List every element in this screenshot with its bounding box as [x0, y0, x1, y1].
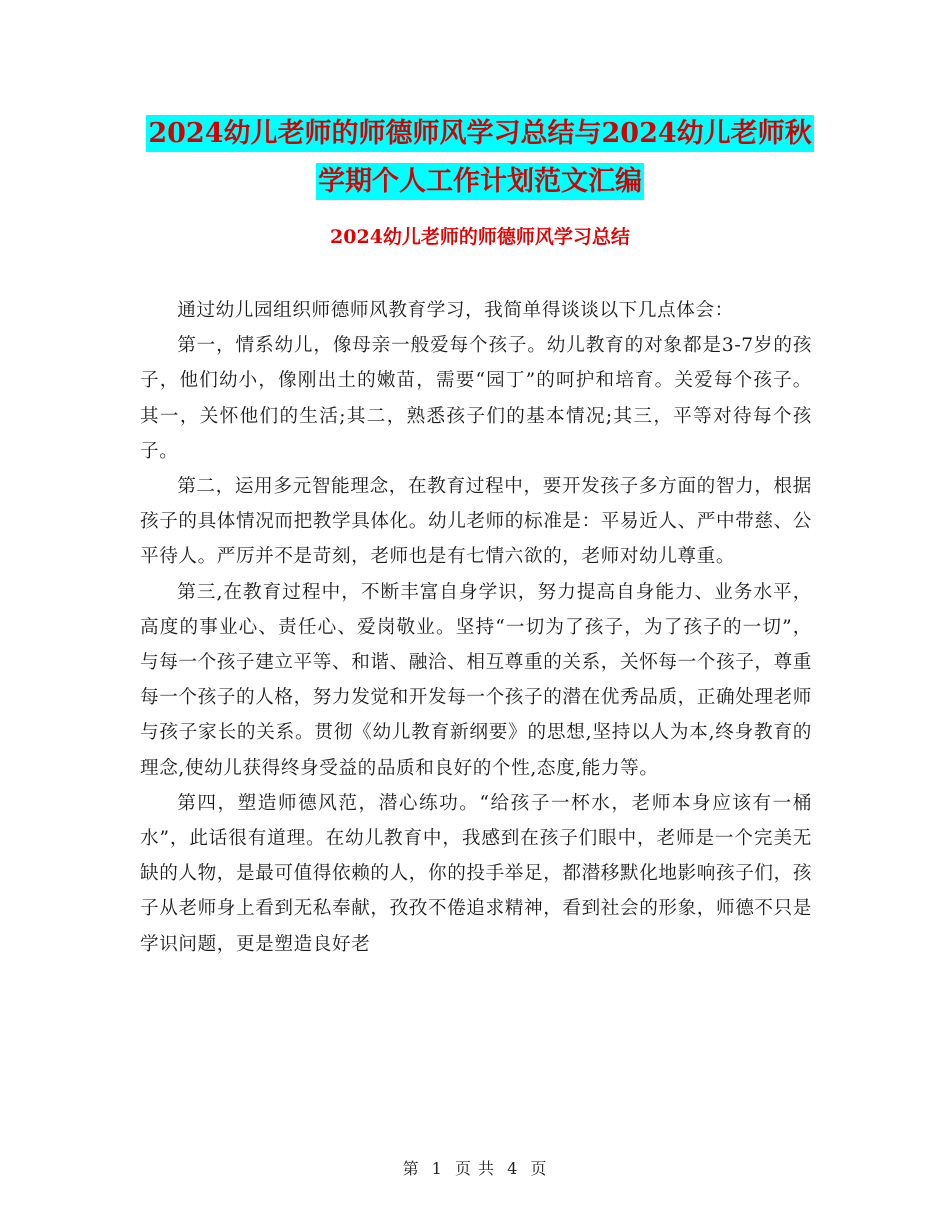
footer-suffix: 页	[530, 1159, 548, 1178]
paragraph-second: 第二，运用多元智能理念，在教育过程中，要开发孩子多方面的智力，根据孩子的具体情况而把教学具体化。幼儿老师的标准是：平易近人、严中带慈、公平待人。严厉并不是苛刻，老师也是有七情六欲的，老师对幼儿尊重。	[140, 476, 812, 568]
footer-total-pages: 4	[507, 1159, 519, 1178]
page-footer	[0, 1156, 950, 1179]
paragraph-fourth: 第四，塑造师德风范，潜心练功。“给孩子一杯水，老师本身应该有一桶水”，此话很有道理。在幼儿教育中，我感到在孩子们眼中，老师是一个完美无缺的人物，是最可值得依赖的人，你的投手举足，都潜移默化地影响孩子们，孩子从老师身上看到无私奉献，孜孜不倦追求精神，看到社会的形象，师德不只是学识问题，更是塑造良好老	[140, 792, 812, 955]
title-line-1: 2024幼儿老师的师德师风学习总结与2024幼儿老师秋	[146, 115, 813, 152]
footer-page-number: 1	[431, 1159, 443, 1178]
paragraph-third: 第三,在教育过程中，不断丰富自身学识，努力提高自身能力、业务水平，高度的事业心、责任心、爱岗敬业。坚持“一切为了孩子，为了孩子的一切”，与每一个孩子建立平等、和谐、融洽、相互尊重的关系，关怀每一个孩子，尊重每一个孩子的人格，努力发觉和开发每一个孩子的潜在优秀品质，正确处理老师与孩子家长的关系。贯彻《幼儿教育新纲要》的思想,坚持以人为本,终身教育的理念,使幼儿获得终身受益的品质和良好的个性,态度,能力等。	[140, 581, 812, 779]
footer-prefix: 第	[402, 1159, 420, 1178]
footer-middle: 页 共	[454, 1159, 496, 1178]
paragraph-first: 第一，情系幼儿，像母亲一般爱每个孩子。幼儿教育的对象都是3-7岁的孩子，他们幼小，像刚出土的嫩苗，需要“园丁”的呵护和培育。关爱每个孩子。其一，关怀他们的生活;其二，熟悉孩子们的基本情况;其三，平等对待每个孩子。	[140, 335, 812, 462]
document-title	[140, 110, 820, 206]
paragraph-intro: 通过幼儿园组织师德师风教育学习，我简单得谈谈以下几点体会：	[177, 300, 734, 321]
section-title: 2024幼儿老师的师德师风学习总结	[330, 226, 630, 248]
body-text	[140, 293, 812, 962]
title-line-2: 学期个人工作计划范文汇编	[316, 163, 644, 200]
